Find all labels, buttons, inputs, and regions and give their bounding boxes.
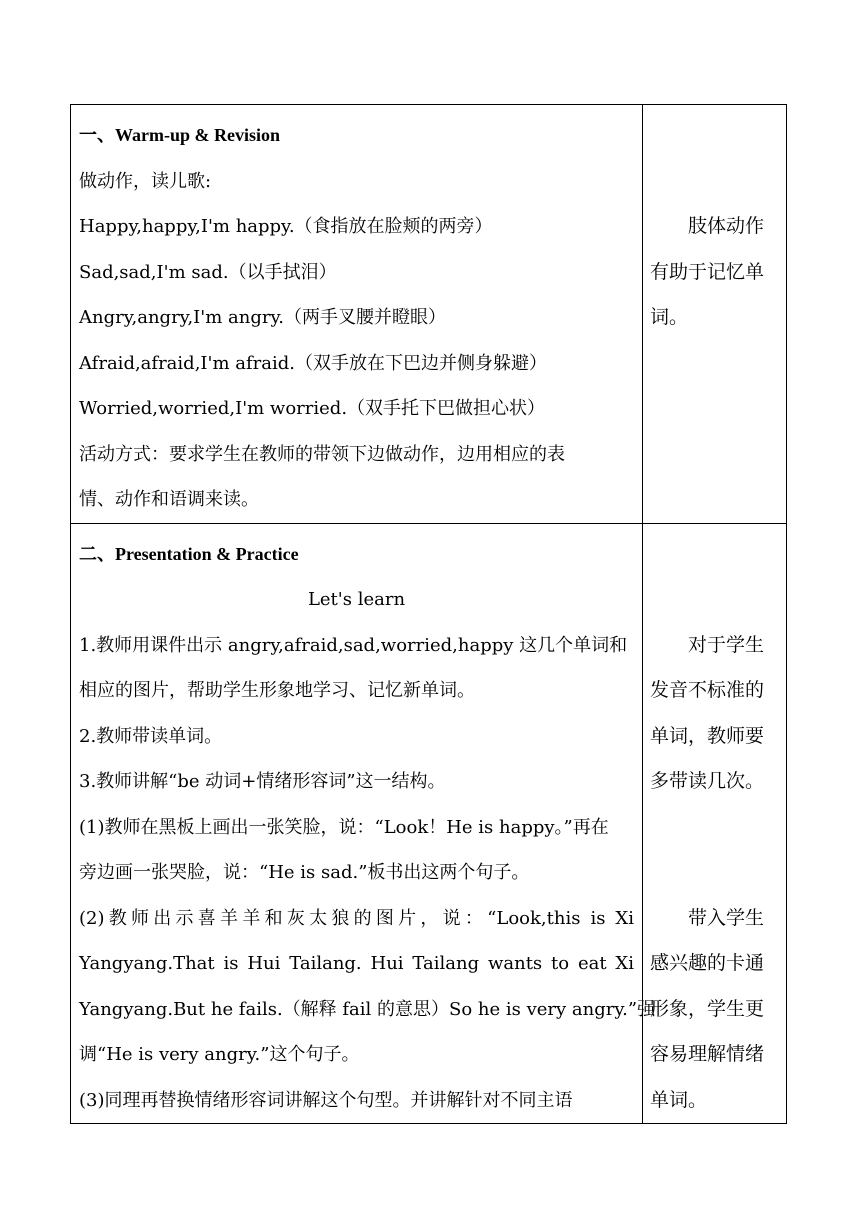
note-line: 单词，教师要 xyxy=(650,724,765,747)
presentation-content-cell xyxy=(71,523,656,1124)
warmup-line: Angry,angry,I'm angry.（两手叉腰并瞪眼） xyxy=(79,307,446,328)
presentation-line: (1)教师在黑板上画出一张笑脸，说：“Look！He is happy。”再在 xyxy=(79,816,609,838)
note-line: 发音不标准的 xyxy=(650,679,765,701)
warmup-line: Happy,happy,I'm happy.（食指放在脸颊的两旁） xyxy=(79,216,493,237)
presentation-line: 2.教师带读单词。 xyxy=(79,725,223,747)
presentation-line: (2)教师出示喜羊羊和灰太狼的图片，说：“Look,this is Xi xyxy=(79,907,634,929)
table-row-presentation xyxy=(71,523,787,1124)
note-line: 对于学生 xyxy=(688,633,765,656)
note-line: 容易理解情绪 xyxy=(650,1043,765,1065)
warmup-line: 情、动作和语调来读。 xyxy=(79,489,259,510)
note-line: 带入学生 xyxy=(688,906,765,929)
warmup-note-cell xyxy=(643,105,787,524)
warmup-line: Worried,worried,I'm worried.（双手托下巴做担心状） xyxy=(79,398,546,419)
presentation-heading: 二、Presentation & Practice xyxy=(79,543,299,565)
note-line: 有助于记忆单 xyxy=(650,260,765,283)
note-line: 形象，学生更 xyxy=(650,997,765,1020)
warmup-heading: 一、Warm-up & Revision xyxy=(79,125,281,146)
note-line: 感兴趣的卡通 xyxy=(650,952,765,974)
table-row-warmup xyxy=(71,105,787,524)
presentation-line: 3.教师讲解“be 动词+情绪形容词”这一结构。 xyxy=(79,771,446,792)
note-line: 多带读几次。 xyxy=(650,770,765,792)
warmup-line: Afraid,afraid,I'm afraid.（双手放在下巴边并侧身躲避） xyxy=(79,352,547,374)
presentation-note-cell xyxy=(643,523,787,1124)
warmup-content-cell xyxy=(71,105,643,524)
warmup-line: Sad,sad,I'm sad.（以手拭泪） xyxy=(79,261,337,283)
presentation-line: (3)同理再替换情绪形容词讲解这个句型。并讲解针对不同主语 xyxy=(79,1089,573,1111)
presentation-line: 1.教师用课件出示 angry,afraid,sad,worried,happy 这几个单词和 xyxy=(79,634,628,656)
presentation-line: 旁边画一张哭脸，说：“He is sad.”板书出这两个句子。 xyxy=(79,862,530,883)
note-line: 词。 xyxy=(650,306,689,328)
warmup-line: 活动方式：要求学生在教师的带领下边做动作，边用相应的表 xyxy=(79,443,565,465)
note-line: 肢体动作 xyxy=(688,215,765,237)
note-line: 单词。 xyxy=(650,1088,708,1111)
presentation-line: 调“He is very angry.”这个句子。 xyxy=(79,1044,360,1065)
presentation-line: 相应的图片，帮助学生形象地学习、记忆新单词。 xyxy=(79,680,475,701)
lets-learn-subtitle: Let's learn xyxy=(307,589,406,610)
presentation-line: Yangyang.That is Hui Tailang. Hui Tailang wants to eat Xi xyxy=(79,953,634,974)
presentation-line: Yangyang.But he fails.（解释 fail 的意思）So he is very angry.”强 xyxy=(79,998,656,1020)
lesson-plan-table xyxy=(70,104,787,1124)
warmup-line: 做动作，读儿歌: xyxy=(79,170,212,192)
